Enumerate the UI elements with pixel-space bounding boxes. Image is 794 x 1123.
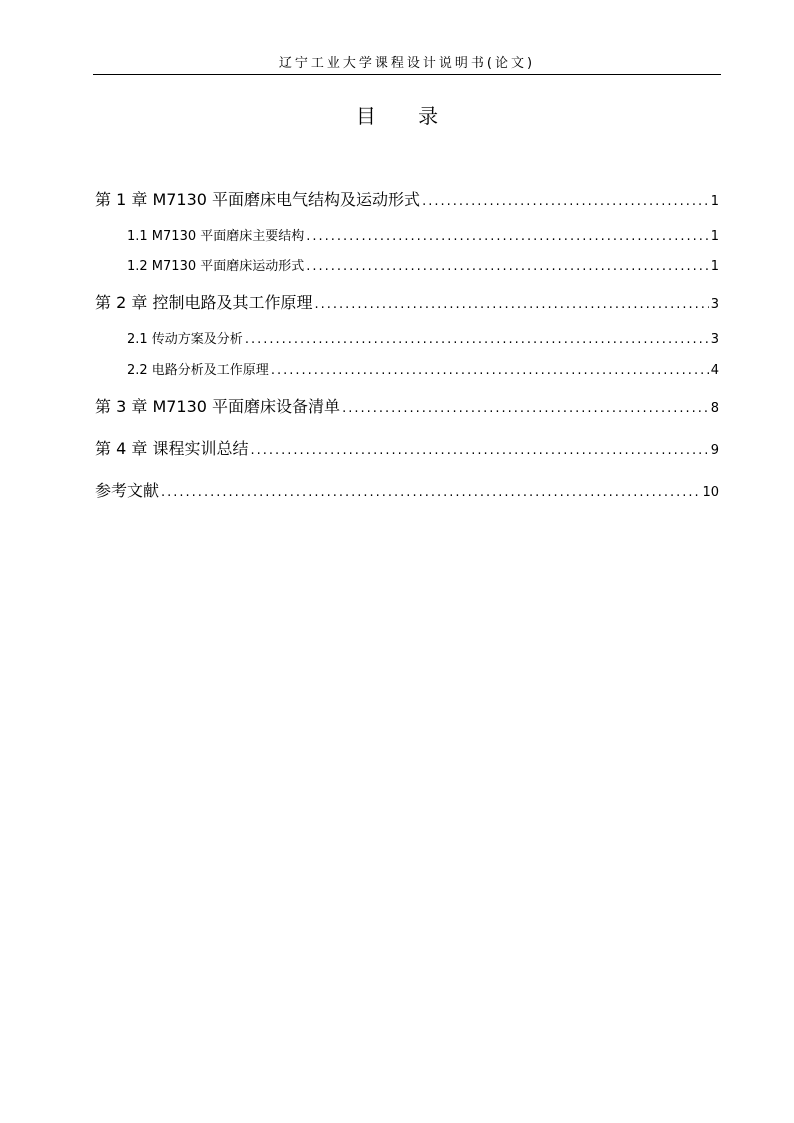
toc-entry-label: 2.1 传动方案及分析 bbox=[127, 332, 243, 347]
toc-entry-section-1-1[interactable] bbox=[127, 227, 719, 247]
toc-entry-chapter-4[interactable] bbox=[95, 438, 719, 462]
toc-entry-chapter-3[interactable] bbox=[95, 396, 719, 420]
toc-dot-leader bbox=[161, 480, 700, 504]
toc-entry-section-2-1[interactable] bbox=[127, 330, 719, 350]
running-header: 辽宁工业大学课程设计说明书(论文) bbox=[278, 56, 536, 71]
toc-entry-label: 参考文献 bbox=[95, 481, 160, 500]
toc-title: 目 录 bbox=[355, 104, 457, 128]
toc-page-number: 1 bbox=[710, 194, 719, 209]
toc-entry-section-2-2[interactable] bbox=[127, 361, 719, 381]
toc-entry-label: 第 2 章 控制电路及其工作原理 bbox=[95, 293, 313, 312]
toc-dot-leader bbox=[306, 227, 708, 247]
toc-page-number: 8 bbox=[710, 401, 719, 416]
toc-entry-section-1-2[interactable] bbox=[127, 257, 719, 277]
toc-entry-label: 第 3 章 M7130 平面磨床设备清单 bbox=[95, 397, 341, 416]
toc-page-number: 4 bbox=[710, 363, 719, 378]
header-rule bbox=[93, 74, 721, 75]
toc-page-number: 10 bbox=[702, 485, 719, 500]
toc-entry-label: 1.1 M7130 平面磨床主要结构 bbox=[127, 229, 305, 244]
toc-entry-label: 第 4 章 课程实训总结 bbox=[95, 439, 249, 458]
toc-dot-leader bbox=[250, 438, 708, 462]
toc-page-number: 3 bbox=[710, 297, 719, 312]
toc-entry-chapter-1[interactable] bbox=[95, 189, 719, 213]
toc-dot-leader bbox=[342, 396, 709, 420]
toc-entry-chapter-2[interactable] bbox=[95, 292, 719, 316]
toc-dot-leader bbox=[314, 292, 708, 316]
toc-dot-leader bbox=[271, 361, 709, 381]
toc-dot-leader bbox=[422, 189, 709, 213]
toc-entry-references[interactable] bbox=[95, 480, 719, 504]
toc-page-number: 3 bbox=[710, 332, 719, 347]
toc-entry-label: 2.2 电路分析及工作原理 bbox=[127, 363, 269, 378]
toc-entry-label: 1.2 M7130 平面磨床运动形式 bbox=[127, 259, 305, 274]
toc-page-number: 9 bbox=[710, 443, 719, 458]
toc-page-number: 1 bbox=[710, 229, 719, 244]
toc-dot-leader bbox=[245, 330, 709, 350]
toc-dot-leader bbox=[306, 257, 708, 277]
toc-page-number: 1 bbox=[710, 259, 719, 274]
toc-entry-label: 第 1 章 M7130 平面磨床电气结构及运动形式 bbox=[95, 190, 421, 209]
